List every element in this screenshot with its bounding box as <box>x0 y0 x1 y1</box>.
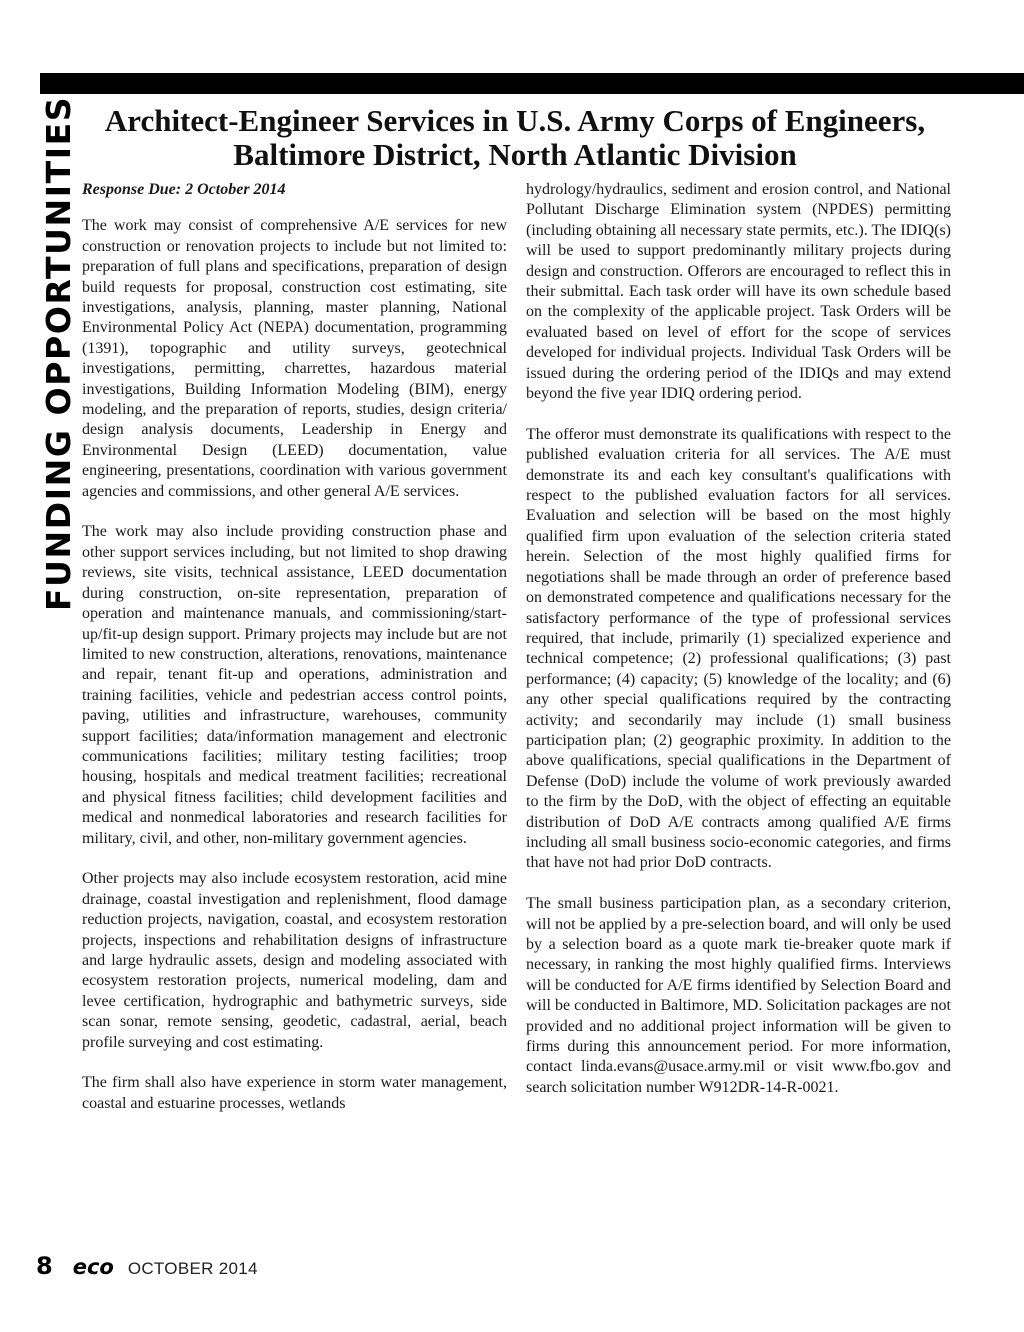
page-number: 8 <box>36 1252 53 1280</box>
magazine-logo: eco <box>72 1255 114 1279</box>
body-paragraph: The firm shall also have experience in storm water management, coastal and estuarine processes, wetlands <box>82 1074 507 1112</box>
issue-date: OCTOBER 2014 <box>127 1259 258 1278</box>
article-headline <box>90 104 940 172</box>
section-label: FUNDING OPPORTUNITIES <box>39 95 78 611</box>
body-paragraph: Other projects may also include ecosystem restoration, acid mine drainage, coastal investigation and replenishment, flood damage reduction projects, navigation, coastal, and ecosystem restoration projects, inspections and rehabilitation designs of infrastructure and large hydraulic assets, design and modeling associated with ecosystem restoration projects, numerical modeling, dam and levee certification, hydrographic and bathymetric surveys, side scan sonar, remote sensing, geodetic, cadastral, aerial, beach profile surveying and cost estimating. <box>82 870 507 1051</box>
left-column <box>82 180 507 1135</box>
body-paragraph: The offeror must demonstrate its qualifications with respect to the published evaluation criteria for all services. The A/E must demonstrate its and each key consultant's qualifications with respect to the published evaluation factors for all services. Evaluation and selection will be based on the most highly qualified firm upon evaluation of the selection criteria stated herein. Selection of the most highly qualified firms for negotiations shall be made through an order of preference based on demonstrated competence and qualifications necessary for the satisfactory performance of the type of professional services required, that include, primarily (1) specialized experience and technical competence; (2) professional qualifications; (3) past performance; (4) capacity; (5) knowledge of the locality; and (6) any other special qualifications required by the contracting activity; and secondarily may include (1) small business participation plan; (2) geographic proximity. In addition to the above qualifications, special qualifications in the Department of Defense (DoD) include the volume of work previously awarded to the firm by the DoD, with the object of effecting an equitable distribution of DoD A/E contracts among qualified A/E firms including all small business socio-economic categories, and firms that have not had prior DoD contracts. <box>526 425 951 872</box>
headline-line-2: Baltimore District, North Atlantic Division <box>233 137 797 172</box>
body-paragraph: hydrology/hydraulics, sediment and erosion control, and National Pollutant Discharge Elimination system (NPDES) permitting (including obtaining all necessary state permits, etc.). The IDIQ(s) will be used to support predominantly military projects during design and construction. Offerors are encouraged to reflect this in their submittal. Each task order will have its own schedule based on the complexity of the applicable project. Task Orders will be evaluated based on level of effort for the scope of services developed for individual projects. Individual Task Orders will be issued during the ordering period of the IDIQs and may extend beyond the five year IDIQ ordering period. <box>526 181 951 403</box>
body-paragraph: The work may consist of comprehensive A/E services for new construction or renovation projects to include but not limited to: preparation of full plans and specifications, preparation of design build requests for proposal, construction cost estimating, site investigations, analysis, planning, master planning, National Environmental Policy Act (NEPA) documentation, programming (1391), topographic and utility surveys, geotechnical investigations, permitting, charrettes, hazardous material investigations, Building Information Modeling (BIM), energy modeling, and the preparation of reports, studies, design criteria/ design analysis documents, Leadership in Energy and Environmental Design (LEED) documentation, value engineering, presentations, coordination with various government agencies and commissions, and other general A/E services. <box>82 217 507 500</box>
response-due: Response Due: 2 October 2014 <box>82 181 286 198</box>
body-paragraph: The small business participation plan, as a secondary criterion, will not be applied by a pre-selection board, and will only be used by a selection board as a quote mark tie-breaker quote mark if necessary, in ranking the most highly qualified firms. Interviews will be conducted for A/E firms identified by Selection Board and will be conducted in Baltimore, MD. Solicitation packages are not provided and no additional project information will be given to firms during this announcement period. For more information, contact linda.evans@usace.army.mil or visit www.fbo.gov and search solicitation number W912DR-14-R-0021. <box>526 895 951 1096</box>
body-paragraph: The work may also include providing construction phase and other support services including, but not limited to shop drawing reviews, site visits, technical assistance, LEED documentation during construction, on-site representation, preparation of operation and maintenance manuals, and commissioning/start-up/fit-up design support. Primary projects may include but are not limited to new construction, alterations, renovations, maintenance and repair, tenant fit-up and operations, administration and training facilities, vehicle and pedestrian access control points, paving, utilities and infrastructure, warehouses, community support facilities; data/information management and electronic communications facilities; military testing facilities; troop housing, hospitals and medical treatment facilities; recreational and physical fitness facilities; child development facilities and medical and nonmedical laboratories and research facilities for military, civil, and other, non-military government agencies. <box>82 523 507 847</box>
page-footer <box>36 1252 258 1278</box>
header-rule <box>40 73 1024 94</box>
headline-line-1: Architect-Engineer Services in U.S. Army Corps of Engineers, <box>104 103 926 138</box>
right-column <box>526 180 951 1119</box>
